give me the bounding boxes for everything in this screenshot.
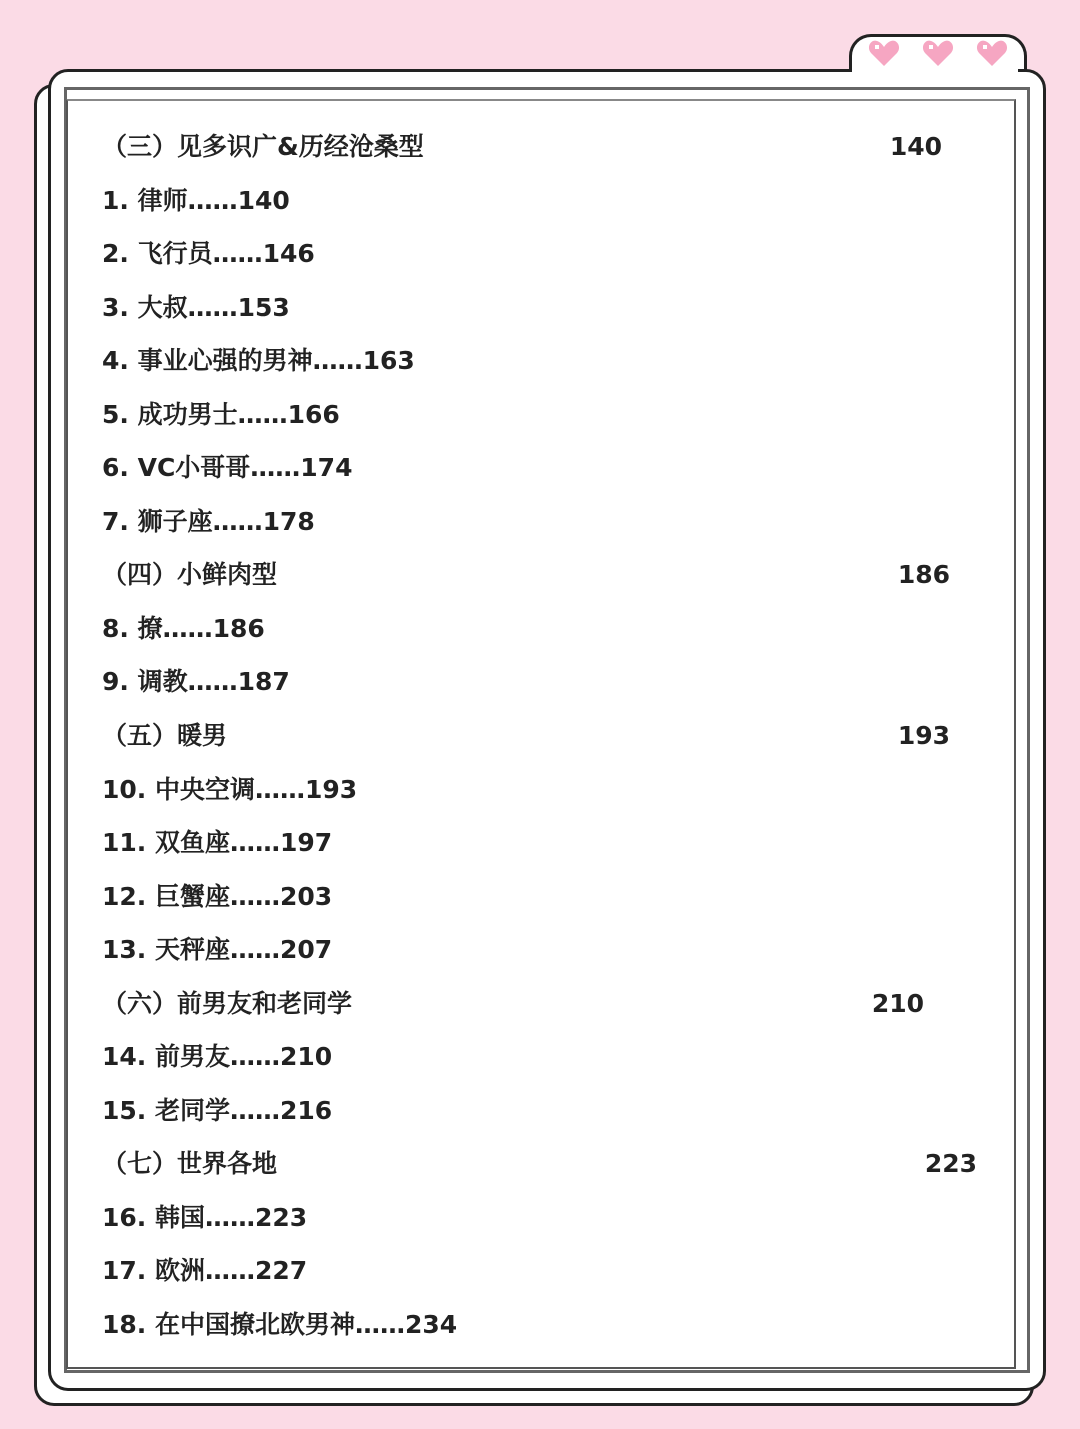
toc-item: 17. 欧洲……227 (102, 1256, 308, 1285)
toc-item: 11. 双鱼座……197 (102, 828, 333, 857)
toc-item: 8. 撩……186 (102, 614, 265, 643)
toc-section (102, 1144, 977, 1184)
toc-page-number: 140 (889, 132, 942, 161)
toc-item: 16. 韩国……223 (102, 1203, 308, 1232)
toc-page-number: 186 (897, 560, 950, 589)
dot-leader (426, 127, 888, 167)
toc-section (102, 716, 950, 756)
toc-item: 4. 事业心强的男神……163 (102, 346, 415, 375)
toc-section-title: （三）见多识广&历经沧桑型 (102, 132, 424, 161)
toc-item: 7. 狮子座……178 (102, 507, 315, 536)
toc-page-number: 210 (871, 989, 924, 1018)
toc-item: 2. 飞行员……146 (102, 239, 315, 268)
toc-item: 6. VC小哥哥……174 (102, 453, 353, 482)
toc-item: 10. 中央空调……193 (102, 775, 358, 804)
toc-page-number: 223 (924, 1149, 977, 1178)
toc-item: 9. 调教……187 (102, 667, 290, 696)
toc-section (102, 555, 950, 595)
dot-leader (229, 716, 896, 756)
toc-section (102, 984, 924, 1024)
dot-leader (279, 1144, 923, 1184)
dot-leader (354, 984, 870, 1024)
toc-item: 13. 天秤座……207 (102, 935, 333, 964)
toc-section-title: （六）前男友和老同学 (102, 989, 353, 1018)
toc-item: 3. 大叔……153 (102, 293, 290, 322)
toc-item: 14. 前男友……210 (102, 1042, 333, 1071)
toc-item: 1. 律师……140 (102, 186, 290, 215)
toc-section-title: （五）暖男 (102, 721, 228, 750)
toc-item: 12. 巨蟹座……203 (102, 882, 333, 911)
toc-section (102, 127, 942, 167)
toc-section-title: （四）小鲜肉型 (102, 560, 278, 589)
toc-item: 15. 老同学……216 (102, 1096, 333, 1125)
dot-leader (279, 555, 896, 595)
toc-section-title: （七）世界各地 (102, 1149, 278, 1178)
toc-page-number: 193 (897, 721, 950, 750)
toc-item: 5. 成功男士……166 (102, 400, 340, 429)
toc-item: 18. 在中国撩北欧男神……234 (102, 1310, 458, 1339)
